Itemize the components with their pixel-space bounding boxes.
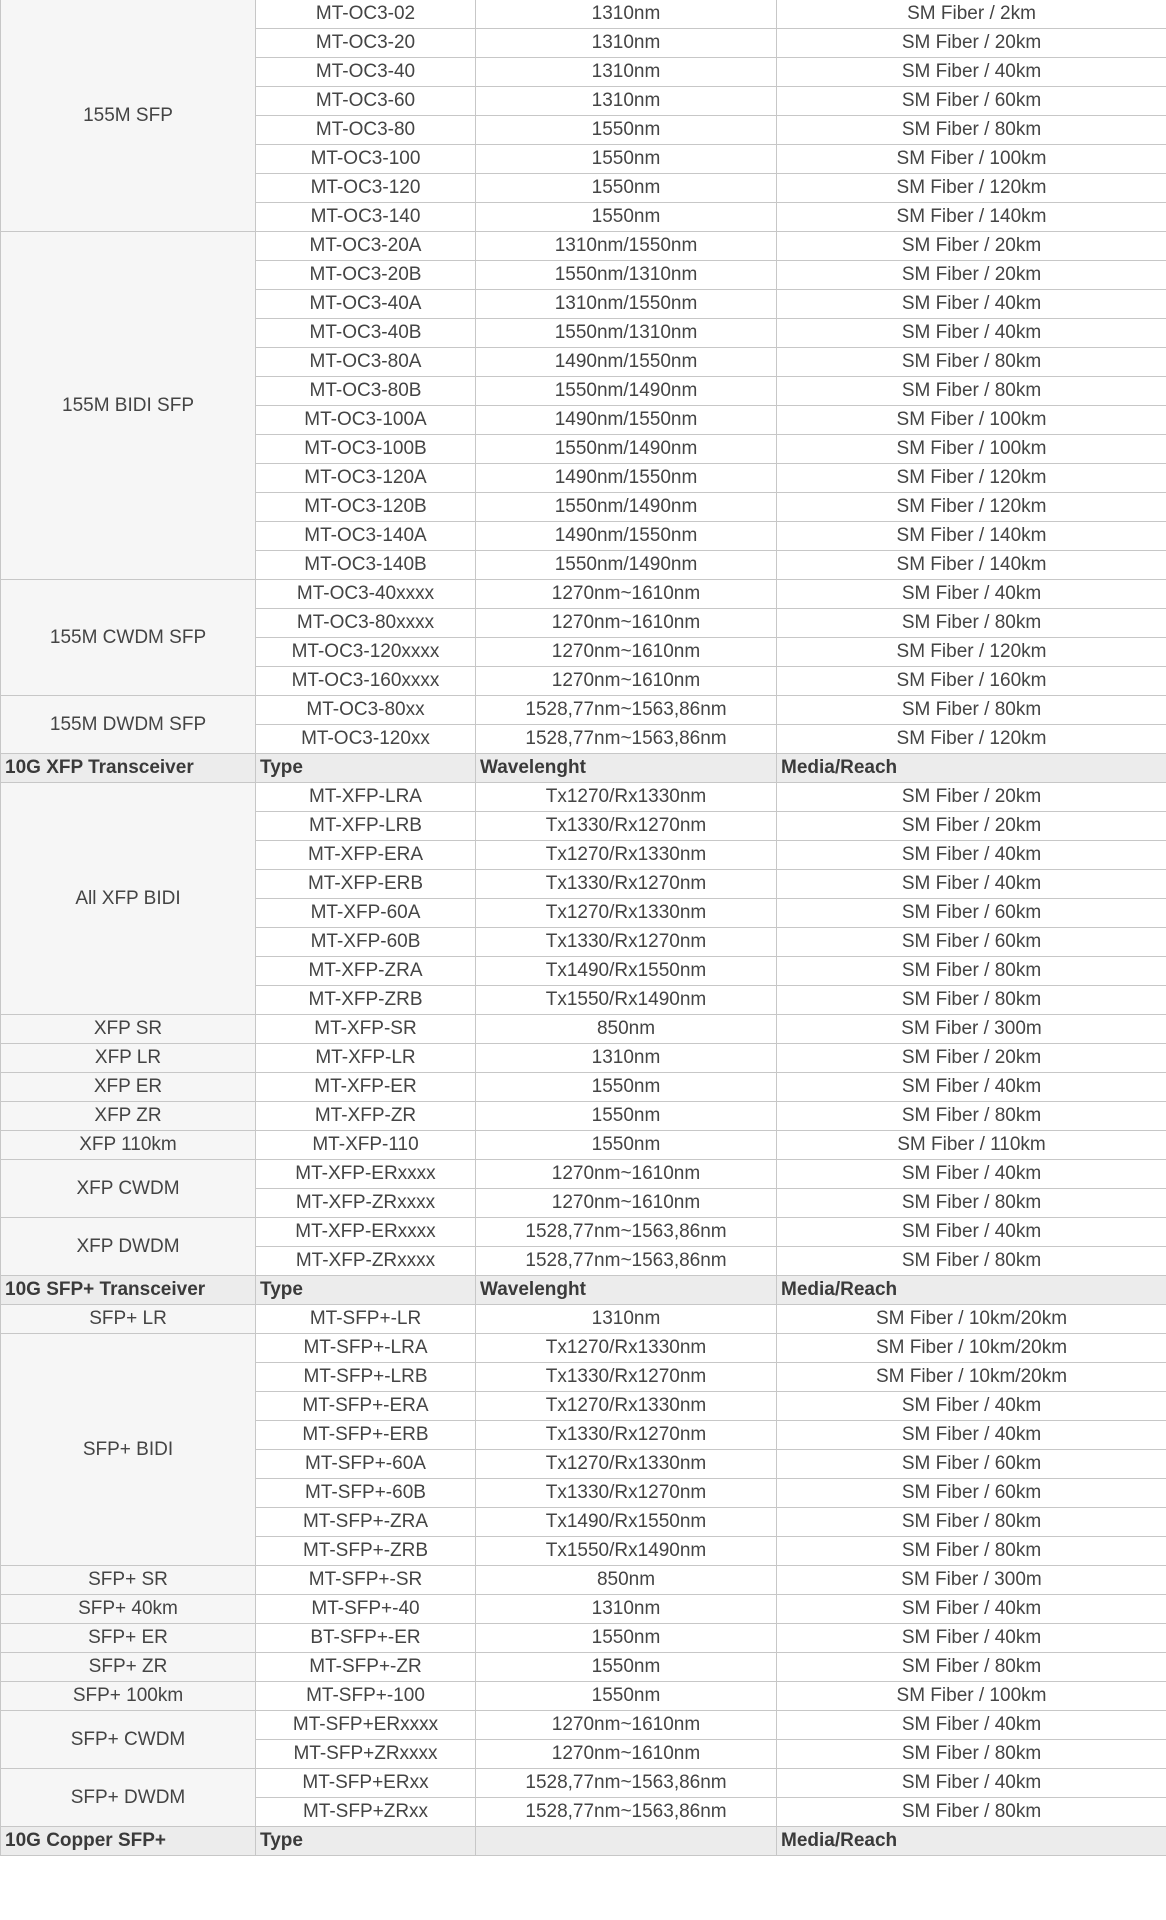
media-reach-column-header: Media/Reach — [777, 1827, 1166, 1856]
type-cell: MT-OC3-40B — [256, 319, 476, 348]
wavelength-cell: 850nm — [476, 1566, 777, 1595]
wavelength-column-header: Wavelenght — [476, 754, 777, 783]
wavelength-cell: Tx1270/Rx1330nm — [476, 1334, 777, 1363]
wavelength-cell: 1310nm — [476, 0, 777, 29]
media-reach-cell: SM Fiber / 40km — [777, 1421, 1166, 1450]
wavelength-cell: 1270nm~1610nm — [476, 1740, 777, 1769]
wavelength-cell: 1270nm~1610nm — [476, 638, 777, 667]
type-cell: MT-SFP+-SR — [256, 1566, 476, 1595]
wavelength-cell: 1270nm~1610nm — [476, 1711, 777, 1740]
product-group-cell: 155M SFP — [1, 0, 256, 232]
product-group-cell: XFP ZR — [1, 1102, 256, 1131]
wavelength-cell: 1550nm — [476, 1682, 777, 1711]
type-cell: MT-XFP-ERxxxx — [256, 1160, 476, 1189]
type-cell: MT-SFP+ERxx — [256, 1769, 476, 1798]
section-title: 10G SFP+ Transceiver — [1, 1276, 256, 1305]
wavelength-cell: 1550nm/1310nm — [476, 319, 777, 348]
wavelength-cell: 1528,77nm~1563,86nm — [476, 1769, 777, 1798]
type-cell: MT-OC3-100 — [256, 145, 476, 174]
media-reach-cell: SM Fiber / 300m — [777, 1015, 1166, 1044]
product-group-cell: SFP+ 40km — [1, 1595, 256, 1624]
wavelength-column-header: Wavelenght — [476, 1276, 777, 1305]
wavelength-cell: 1550nm — [476, 1073, 777, 1102]
media-reach-cell: SM Fiber / 140km — [777, 551, 1166, 580]
wavelength-cell: 1528,77nm~1563,86nm — [476, 1218, 777, 1247]
product-group-cell: SFP+ ER — [1, 1624, 256, 1653]
media-reach-cell: SM Fiber / 60km — [777, 1479, 1166, 1508]
wavelength-cell: 1550nm — [476, 174, 777, 203]
media-reach-cell: SM Fiber / 40km — [777, 870, 1166, 899]
wavelength-cell: 1528,77nm~1563,86nm — [476, 696, 777, 725]
type-cell: MT-XFP-ERxxxx — [256, 1218, 476, 1247]
media-reach-cell: SM Fiber / 40km — [777, 1160, 1166, 1189]
type-cell: MT-OC3-40 — [256, 58, 476, 87]
type-cell: MT-XFP-LR — [256, 1044, 476, 1073]
media-reach-cell: SM Fiber / 140km — [777, 203, 1166, 232]
type-cell: MT-OC3-120A — [256, 464, 476, 493]
type-cell: MT-SFP+-40 — [256, 1595, 476, 1624]
type-cell: MT-SFP+-ERB — [256, 1421, 476, 1450]
type-cell: MT-XFP-ZRA — [256, 957, 476, 986]
product-group-cell: XFP CWDM — [1, 1160, 256, 1218]
type-cell: MT-OC3-100A — [256, 406, 476, 435]
media-reach-cell: SM Fiber / 40km — [777, 841, 1166, 870]
type-cell: MT-SFP+-60B — [256, 1479, 476, 1508]
table-row — [1, 1073, 1166, 1102]
table-row — [1, 0, 1166, 29]
wavelength-cell: 1310nm — [476, 58, 777, 87]
wavelength-column-header — [476, 1827, 777, 1856]
type-cell: MT-XFP-ERB — [256, 870, 476, 899]
spec-table-body — [1, 0, 1166, 1856]
media-reach-cell: SM Fiber / 120km — [777, 493, 1166, 522]
media-reach-cell: SM Fiber / 40km — [777, 1711, 1166, 1740]
type-cell: MT-XFP-LRA — [256, 783, 476, 812]
type-cell: MT-OC3-120 — [256, 174, 476, 203]
section-header-row — [1, 1276, 1166, 1305]
type-cell: MT-OC3-80xxxx — [256, 609, 476, 638]
media-reach-cell: SM Fiber / 80km — [777, 1740, 1166, 1769]
media-reach-cell: SM Fiber / 20km — [777, 232, 1166, 261]
type-cell: MT-OC3-80 — [256, 116, 476, 145]
type-cell: MT-XFP-60B — [256, 928, 476, 957]
wavelength-cell: 1550nm — [476, 116, 777, 145]
type-cell: MT-XFP-ERA — [256, 841, 476, 870]
media-reach-cell: SM Fiber / 100km — [777, 1682, 1166, 1711]
media-reach-cell: SM Fiber / 100km — [777, 435, 1166, 464]
type-cell: MT-OC3-02 — [256, 0, 476, 29]
wavelength-cell: 1310nm/1550nm — [476, 232, 777, 261]
product-group-cell: XFP 110km — [1, 1131, 256, 1160]
product-group-cell: SFP+ ZR — [1, 1653, 256, 1682]
wavelength-cell: Tx1270/Rx1330nm — [476, 783, 777, 812]
wavelength-cell: Tx1330/Rx1270nm — [476, 870, 777, 899]
wavelength-cell: 1310nm — [476, 1305, 777, 1334]
wavelength-cell: 1550nm — [476, 1102, 777, 1131]
wavelength-cell: 1490nm/1550nm — [476, 522, 777, 551]
type-cell: MT-XFP-110 — [256, 1131, 476, 1160]
wavelength-cell: Tx1270/Rx1330nm — [476, 1392, 777, 1421]
media-reach-cell: SM Fiber / 80km — [777, 696, 1166, 725]
media-reach-cell: SM Fiber / 2km — [777, 0, 1166, 29]
media-reach-cell: SM Fiber / 160km — [777, 667, 1166, 696]
wavelength-cell: Tx1330/Rx1270nm — [476, 812, 777, 841]
media-reach-cell: SM Fiber / 40km — [777, 1624, 1166, 1653]
media-reach-cell: SM Fiber / 40km — [777, 1769, 1166, 1798]
media-reach-cell: SM Fiber / 100km — [777, 145, 1166, 174]
wavelength-cell: 1310nm — [476, 1595, 777, 1624]
type-cell: MT-OC3-80B — [256, 377, 476, 406]
wavelength-cell: Tx1490/Rx1550nm — [476, 1508, 777, 1537]
table-row — [1, 1044, 1166, 1073]
type-cell: MT-OC3-20B — [256, 261, 476, 290]
media-reach-cell: SM Fiber / 80km — [777, 116, 1166, 145]
product-group-cell: 155M CWDM SFP — [1, 580, 256, 696]
media-reach-cell: SM Fiber / 40km — [777, 1218, 1166, 1247]
wavelength-cell: 1528,77nm~1563,86nm — [476, 725, 777, 754]
product-group-cell: XFP SR — [1, 1015, 256, 1044]
media-reach-cell: SM Fiber / 80km — [777, 957, 1166, 986]
wavelength-cell: Tx1330/Rx1270nm — [476, 1363, 777, 1392]
type-cell: MT-OC3-80xx — [256, 696, 476, 725]
table-row — [1, 580, 1166, 609]
wavelength-cell: 1550nm/1490nm — [476, 493, 777, 522]
media-reach-cell: SM Fiber / 80km — [777, 1508, 1166, 1537]
wavelength-cell: 1550nm — [476, 203, 777, 232]
type-cell: MT-OC3-80A — [256, 348, 476, 377]
media-reach-cell: SM Fiber / 20km — [777, 783, 1166, 812]
wavelength-cell: 1550nm — [476, 1131, 777, 1160]
type-cell: MT-OC3-20A — [256, 232, 476, 261]
type-cell: MT-SFP+ZRxxxx — [256, 1740, 476, 1769]
media-reach-cell: SM Fiber / 40km — [777, 290, 1166, 319]
media-reach-cell: SM Fiber / 120km — [777, 174, 1166, 203]
table-row — [1, 1682, 1166, 1711]
type-cell: MT-XFP-LRB — [256, 812, 476, 841]
wavelength-cell: Tx1330/Rx1270nm — [476, 1479, 777, 1508]
type-cell: MT-SFP+-LRB — [256, 1363, 476, 1392]
table-row — [1, 696, 1166, 725]
table-row — [1, 1769, 1166, 1798]
media-reach-cell: SM Fiber / 80km — [777, 348, 1166, 377]
type-cell: MT-OC3-140A — [256, 522, 476, 551]
wavelength-cell: 850nm — [476, 1015, 777, 1044]
media-reach-cell: SM Fiber / 300m — [777, 1566, 1166, 1595]
wavelength-cell: 1528,77nm~1563,86nm — [476, 1798, 777, 1827]
table-row — [1, 1015, 1166, 1044]
media-reach-cell: SM Fiber / 10km/20km — [777, 1334, 1166, 1363]
section-title: 10G XFP Transceiver — [1, 754, 256, 783]
wavelength-cell: 1310nm — [476, 29, 777, 58]
type-cell: MT-OC3-40xxxx — [256, 580, 476, 609]
section-header-row — [1, 754, 1166, 783]
media-reach-cell: SM Fiber / 120km — [777, 725, 1166, 754]
media-reach-cell: SM Fiber / 40km — [777, 1392, 1166, 1421]
section-header-row — [1, 1827, 1166, 1856]
type-cell: BT-SFP+-ER — [256, 1624, 476, 1653]
type-cell: MT-SFP+-ZR — [256, 1653, 476, 1682]
table-row — [1, 1566, 1166, 1595]
product-group-cell: 155M DWDM SFP — [1, 696, 256, 754]
media-reach-column-header: Media/Reach — [777, 754, 1166, 783]
wavelength-cell: 1550nm — [476, 145, 777, 174]
type-cell: MT-SFP+-100 — [256, 1682, 476, 1711]
type-cell: MT-SFP+ERxxxx — [256, 1711, 476, 1740]
product-group-cell: SFP+ BIDI — [1, 1334, 256, 1566]
wavelength-cell: 1550nm/1490nm — [476, 377, 777, 406]
wavelength-cell: 1270nm~1610nm — [476, 580, 777, 609]
type-column-header: Type — [256, 1827, 476, 1856]
wavelength-cell: 1490nm/1550nm — [476, 406, 777, 435]
media-reach-cell: SM Fiber / 20km — [777, 812, 1166, 841]
product-group-cell: XFP ER — [1, 1073, 256, 1102]
wavelength-cell: 1310nm — [476, 1044, 777, 1073]
media-reach-cell: SM Fiber / 60km — [777, 899, 1166, 928]
wavelength-cell: 1270nm~1610nm — [476, 667, 777, 696]
media-reach-cell: SM Fiber / 20km — [777, 1044, 1166, 1073]
section-title: 10G Copper SFP+ — [1, 1827, 256, 1856]
type-cell: MT-OC3-160xxxx — [256, 667, 476, 696]
wavelength-cell: Tx1490/Rx1550nm — [476, 957, 777, 986]
media-reach-cell: SM Fiber / 10km/20km — [777, 1363, 1166, 1392]
type-cell: MT-OC3-120xxxx — [256, 638, 476, 667]
wavelength-cell: Tx1270/Rx1330nm — [476, 1450, 777, 1479]
table-row — [1, 1160, 1166, 1189]
media-reach-cell: SM Fiber / 120km — [777, 638, 1166, 667]
wavelength-cell: 1550nm/1490nm — [476, 435, 777, 464]
product-group-cell: XFP DWDM — [1, 1218, 256, 1276]
media-reach-cell: SM Fiber / 80km — [777, 1537, 1166, 1566]
wavelength-cell: Tx1330/Rx1270nm — [476, 1421, 777, 1450]
media-reach-cell: SM Fiber / 40km — [777, 1595, 1166, 1624]
table-row — [1, 232, 1166, 261]
type-cell: MT-OC3-100B — [256, 435, 476, 464]
product-group-cell: XFP LR — [1, 1044, 256, 1073]
type-cell: MT-SFP+-ZRB — [256, 1537, 476, 1566]
product-group-cell: SFP+ LR — [1, 1305, 256, 1334]
type-cell: MT-OC3-120B — [256, 493, 476, 522]
wavelength-cell: 1270nm~1610nm — [476, 1189, 777, 1218]
media-reach-cell: SM Fiber / 100km — [777, 406, 1166, 435]
table-row — [1, 783, 1166, 812]
media-reach-cell: SM Fiber / 80km — [777, 1189, 1166, 1218]
media-reach-cell: SM Fiber / 80km — [777, 1102, 1166, 1131]
type-cell: MT-XFP-ZRxxxx — [256, 1189, 476, 1218]
media-reach-cell: SM Fiber / 60km — [777, 1450, 1166, 1479]
media-reach-cell: SM Fiber / 40km — [777, 319, 1166, 348]
type-cell: MT-XFP-ZRxxxx — [256, 1247, 476, 1276]
type-cell: MT-SFP+-60A — [256, 1450, 476, 1479]
media-reach-cell: SM Fiber / 80km — [777, 1247, 1166, 1276]
wavelength-cell: Tx1550/Rx1490nm — [476, 986, 777, 1015]
type-cell: MT-OC3-120xx — [256, 725, 476, 754]
media-reach-cell: SM Fiber / 110km — [777, 1131, 1166, 1160]
table-row — [1, 1624, 1166, 1653]
table-row — [1, 1334, 1166, 1363]
table-row — [1, 1102, 1166, 1131]
media-reach-cell: SM Fiber / 60km — [777, 87, 1166, 116]
wavelength-cell: 1490nm/1550nm — [476, 348, 777, 377]
wavelength-cell: 1550nm — [476, 1653, 777, 1682]
product-group-cell: SFP+ 100km — [1, 1682, 256, 1711]
product-group-cell: SFP+ CWDM — [1, 1711, 256, 1769]
type-cell: MT-XFP-SR — [256, 1015, 476, 1044]
wavelength-cell: 1310nm/1550nm — [476, 290, 777, 319]
media-reach-cell: SM Fiber / 20km — [777, 261, 1166, 290]
media-reach-cell: SM Fiber / 60km — [777, 928, 1166, 957]
type-cell: MT-OC3-140B — [256, 551, 476, 580]
table-row — [1, 1305, 1166, 1334]
media-reach-cell: SM Fiber / 20km — [777, 29, 1166, 58]
type-cell: MT-OC3-140 — [256, 203, 476, 232]
table-row — [1, 1595, 1166, 1624]
media-reach-cell: SM Fiber / 80km — [777, 986, 1166, 1015]
media-reach-column-header: Media/Reach — [777, 1276, 1166, 1305]
media-reach-cell: SM Fiber / 10km/20km — [777, 1305, 1166, 1334]
wavelength-cell: 1490nm/1550nm — [476, 464, 777, 493]
wavelength-cell: 1528,77nm~1563,86nm — [476, 1247, 777, 1276]
type-cell: MT-XFP-ER — [256, 1073, 476, 1102]
type-cell: MT-OC3-60 — [256, 87, 476, 116]
type-column-header: Type — [256, 754, 476, 783]
product-group-cell: All XFP BIDI — [1, 783, 256, 1015]
wavelength-cell: Tx1550/Rx1490nm — [476, 1537, 777, 1566]
type-cell: MT-XFP-ZRB — [256, 986, 476, 1015]
media-reach-cell: SM Fiber / 80km — [777, 1653, 1166, 1682]
product-group-cell: 155M BIDI SFP — [1, 232, 256, 580]
wavelength-cell: 1550nm — [476, 1624, 777, 1653]
media-reach-cell: SM Fiber / 140km — [777, 522, 1166, 551]
wavelength-cell: Tx1330/Rx1270nm — [476, 928, 777, 957]
wavelength-cell: 1270nm~1610nm — [476, 609, 777, 638]
table-row — [1, 1653, 1166, 1682]
wavelength-cell: 1310nm — [476, 87, 777, 116]
media-reach-cell: SM Fiber / 80km — [777, 377, 1166, 406]
table-row — [1, 1131, 1166, 1160]
media-reach-cell: SM Fiber / 80km — [777, 1798, 1166, 1827]
type-cell: MT-SFP+-LR — [256, 1305, 476, 1334]
media-reach-cell: SM Fiber / 40km — [777, 580, 1166, 609]
type-cell: MT-XFP-60A — [256, 899, 476, 928]
type-cell: MT-OC3-20 — [256, 29, 476, 58]
media-reach-cell: SM Fiber / 40km — [777, 58, 1166, 87]
media-reach-cell: SM Fiber / 80km — [777, 609, 1166, 638]
type-cell: MT-OC3-40A — [256, 290, 476, 319]
type-cell: MT-SFP+-ERA — [256, 1392, 476, 1421]
wavelength-cell: 1550nm/1310nm — [476, 261, 777, 290]
wavelength-cell: 1550nm/1490nm — [476, 551, 777, 580]
wavelength-cell: 1270nm~1610nm — [476, 1160, 777, 1189]
type-column-header: Type — [256, 1276, 476, 1305]
product-group-cell: SFP+ DWDM — [1, 1769, 256, 1827]
table-row — [1, 1218, 1166, 1247]
type-cell: MT-SFP+-ZRA — [256, 1508, 476, 1537]
media-reach-cell: SM Fiber / 40km — [777, 1073, 1166, 1102]
wavelength-cell: Tx1270/Rx1330nm — [476, 841, 777, 870]
product-group-cell: SFP+ SR — [1, 1566, 256, 1595]
type-cell: MT-SFP+-LRA — [256, 1334, 476, 1363]
media-reach-cell: SM Fiber / 120km — [777, 464, 1166, 493]
table-row — [1, 1711, 1166, 1740]
type-cell: MT-XFP-ZR — [256, 1102, 476, 1131]
wavelength-cell: Tx1270/Rx1330nm — [476, 899, 777, 928]
type-cell: MT-SFP+ZRxx — [256, 1798, 476, 1827]
